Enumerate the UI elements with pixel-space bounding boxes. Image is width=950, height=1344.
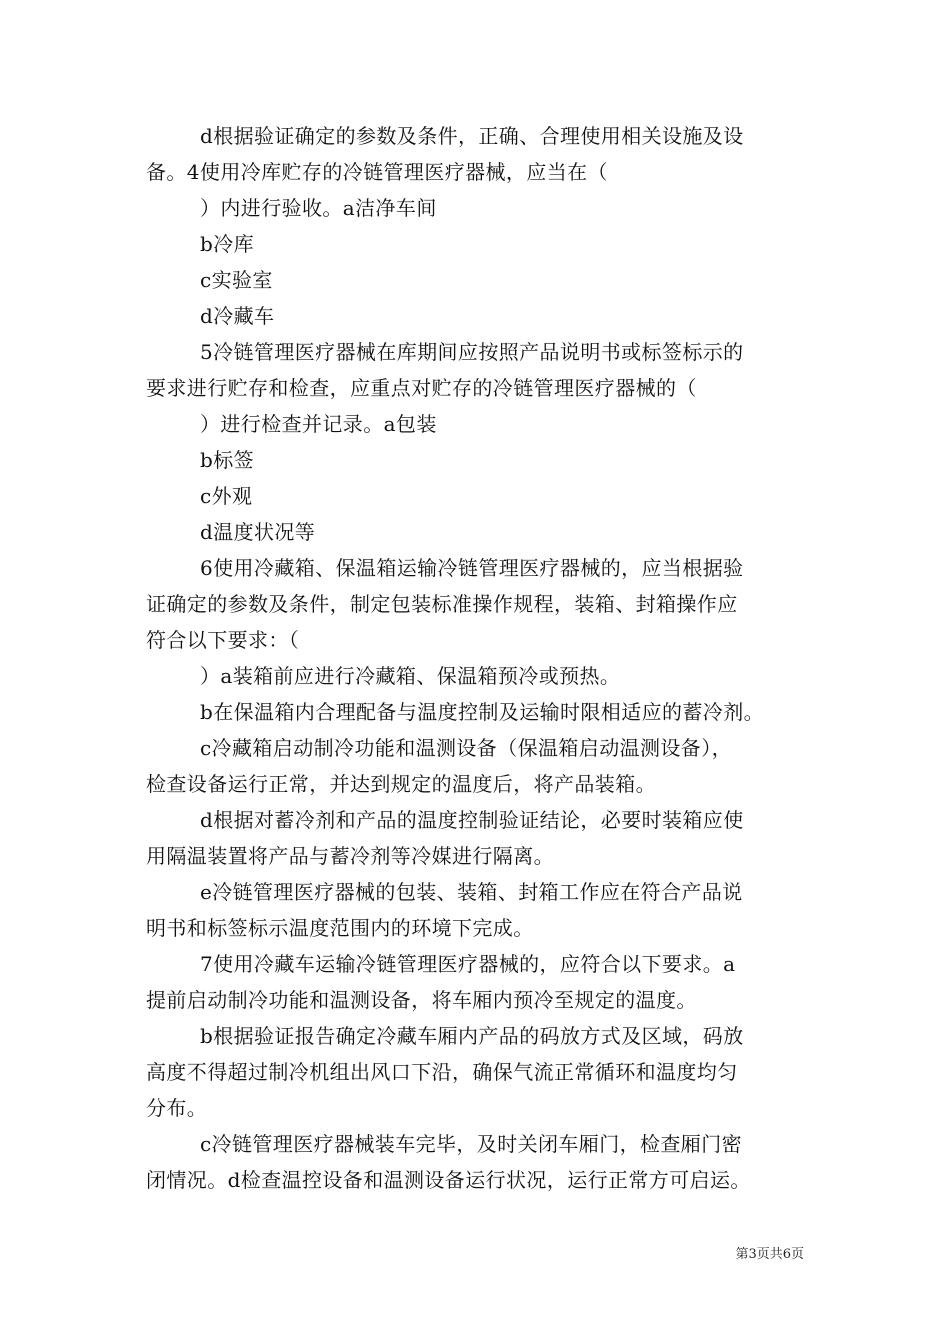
- page-number: 第3页共6页: [735, 1247, 804, 1262]
- text-line: 符合以下要求：（: [146, 628, 300, 652]
- text-line: 用隔温装置将产品与蓄冷剂等冷媒进行隔离。: [146, 844, 554, 868]
- text-line: d根据对蓄冷剂和产品的温度控制验证结论，必要时装箱应使: [200, 808, 744, 832]
- text-line: 提前启动制冷功能和温测设备，将车厢内预冷至规定的温度。: [146, 988, 697, 1012]
- text-line: b标签: [200, 448, 255, 472]
- text-line: 6使用冷藏箱、保温箱运输冷链管理医疗器械的，应当根据验: [200, 556, 744, 580]
- text-line: d冷藏车: [200, 304, 275, 328]
- text-line: 要求进行贮存和检查，应重点对贮存的冷链管理医疗器械的（: [146, 376, 697, 400]
- text-line: b根据验证报告确定冷藏车厢内产品的码放方式及区域，码放: [200, 1024, 744, 1048]
- text-line: ）a装箱前应进行冷藏箱、保温箱预冷或预热。: [200, 664, 621, 688]
- text-line: 明书和标签标示温度范围内的环境下完成。: [146, 916, 534, 940]
- text-line: 高度不得超过制冷机组出风口下沿，确保气流正常循环和温度均匀: [146, 1060, 738, 1084]
- text-line: c实验室: [200, 268, 273, 292]
- text-line: e冷链管理医疗器械的包装、装箱、封箱工作应在符合产品说: [200, 880, 743, 904]
- text-line: c外观: [200, 484, 253, 508]
- text-line: 7使用冷藏车运输冷链管理医疗器械的，应符合以下要求。a: [200, 952, 736, 976]
- text-line: 检查设备运行正常，并达到规定的温度后，将产品装箱。: [146, 772, 656, 796]
- text-line: b冷库: [200, 232, 255, 256]
- text-line: d温度状况等: [200, 520, 316, 544]
- document-body: [146, 118, 812, 1198]
- text-line: 分布。: [146, 1096, 208, 1120]
- text-line: 5冷链管理医疗器械在库期间应按照产品说明书或标签标示的: [200, 340, 744, 364]
- text-line: b在保温箱内合理配备与温度控制及运输时限相适应的蓄冷剂。: [200, 700, 765, 724]
- text-line: ）进行检查并记录。a包装: [200, 412, 437, 436]
- text-line: 备。4使用冷库贮存的冷链管理医疗器械，应当在（: [146, 160, 608, 184]
- text-line: 闭情况。d检查温控设备和温测设备运行状况，运行正常方可启运。: [146, 1168, 751, 1192]
- text-line: c冷链管理医疗器械装车完毕，及时关闭车厢门，检查厢门密: [200, 1132, 743, 1156]
- text-line: d根据验证确定的参数及条件，正确、合理使用相关设施及设: [200, 124, 744, 148]
- text-line: ）内进行验收。a洁净车间: [200, 196, 437, 220]
- text-line: 证确定的参数及条件，制定包装标准操作规程，装箱、封箱操作应: [146, 592, 738, 616]
- text-line: c冷藏箱启动制冷功能和温测设备（保温箱启动温测设备），: [200, 736, 733, 760]
